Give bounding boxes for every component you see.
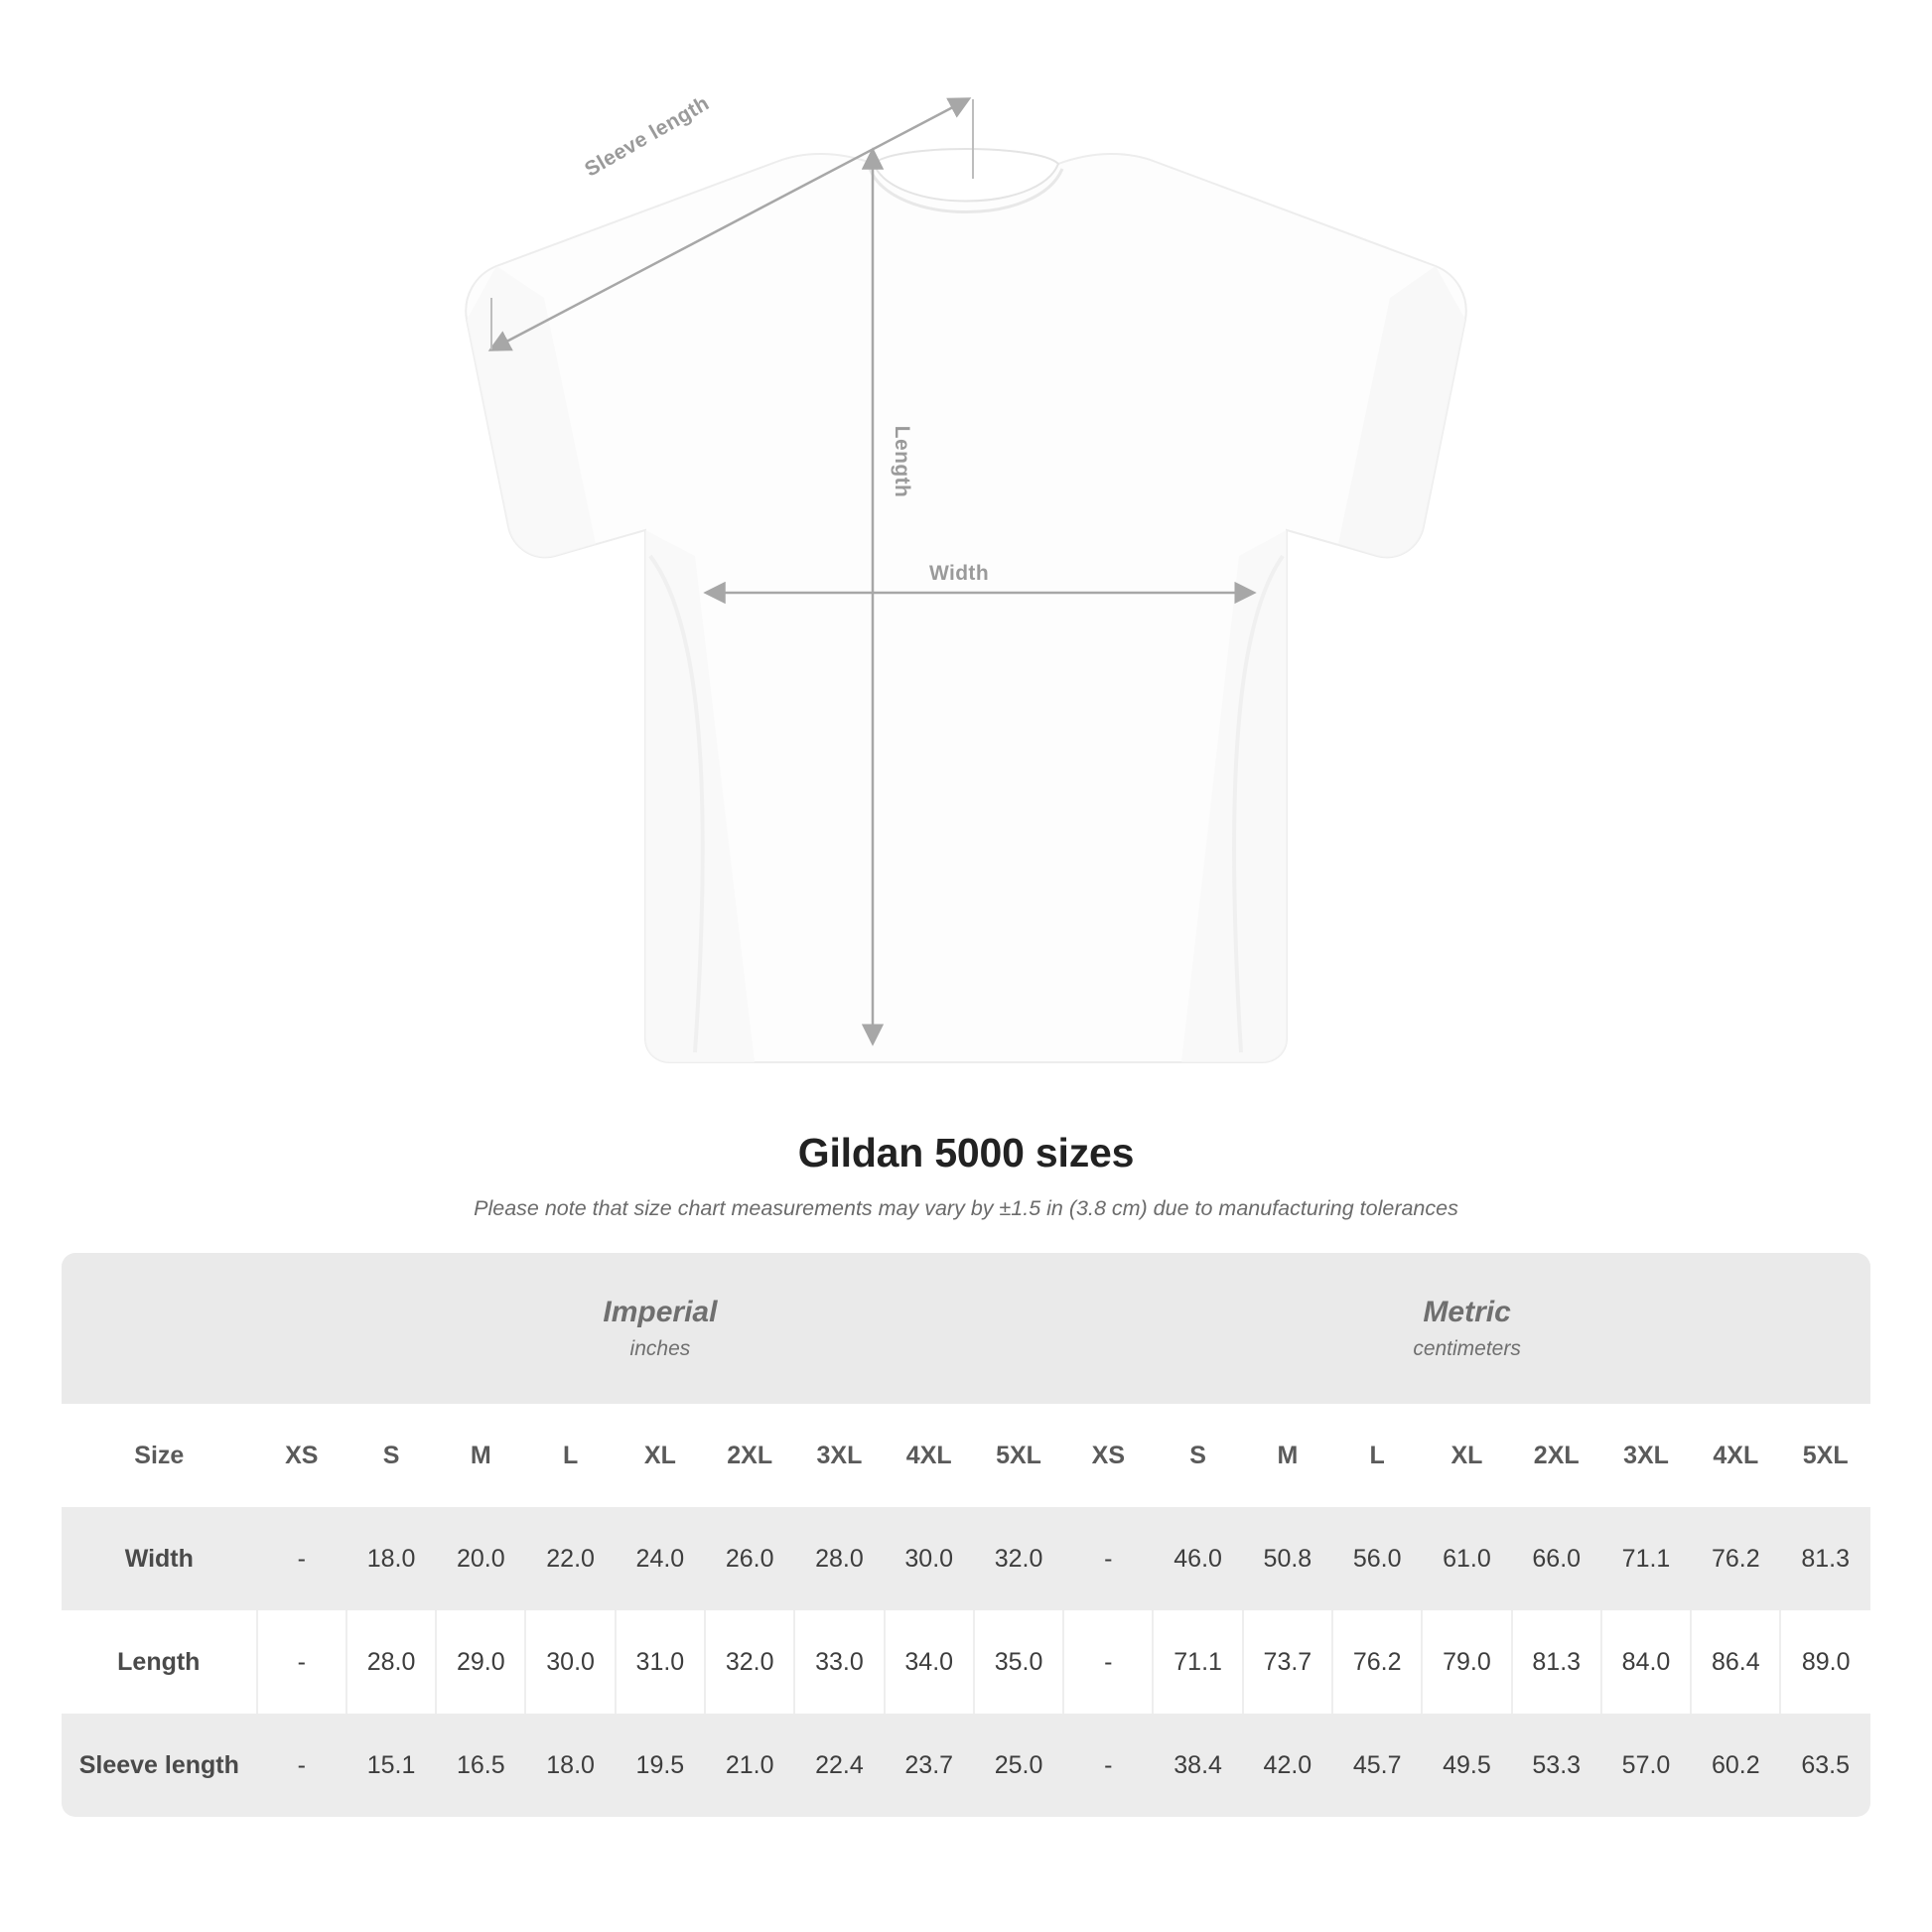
sleeve-val-8: 25.0 bbox=[974, 1714, 1063, 1817]
size-col-6: 3XL bbox=[794, 1404, 884, 1507]
width-val-4: 24.0 bbox=[616, 1507, 705, 1610]
unit-header-metric bbox=[1063, 1253, 1870, 1404]
length-val-15: 84.0 bbox=[1601, 1610, 1691, 1714]
sleeve-val-3: 18.0 bbox=[525, 1714, 615, 1817]
width-val-5: 26.0 bbox=[705, 1507, 794, 1610]
width-label: Width bbox=[928, 562, 990, 585]
table-row-length bbox=[62, 1610, 1870, 1714]
unit-imperial-name: Imperial bbox=[603, 1296, 718, 1328]
size-col-14: 2XL bbox=[1512, 1404, 1601, 1507]
title-block bbox=[0, 1130, 1932, 1221]
width-val-15: 71.1 bbox=[1601, 1507, 1691, 1610]
width-val-2: 20.0 bbox=[436, 1507, 525, 1610]
size-col-3: L bbox=[525, 1404, 615, 1507]
sleeve-val-15: 57.0 bbox=[1601, 1714, 1691, 1817]
width-val-0: - bbox=[257, 1507, 346, 1610]
size-col-15: 3XL bbox=[1601, 1404, 1691, 1507]
width-val-6: 28.0 bbox=[794, 1507, 884, 1610]
width-val-14: 66.0 bbox=[1512, 1507, 1601, 1610]
size-col-11: M bbox=[1243, 1404, 1332, 1507]
width-val-7: 30.0 bbox=[885, 1507, 974, 1610]
sleeve-val-12: 45.7 bbox=[1332, 1714, 1422, 1817]
size-col-1: S bbox=[346, 1404, 436, 1507]
length-val-4: 31.0 bbox=[616, 1610, 705, 1714]
sleeve-val-13: 49.5 bbox=[1422, 1714, 1511, 1817]
sleeve-val-17: 63.5 bbox=[1780, 1714, 1870, 1817]
width-val-10: 46.0 bbox=[1153, 1507, 1242, 1610]
page-title: Gildan 5000 sizes bbox=[797, 1130, 1135, 1175]
width-val-9: - bbox=[1063, 1507, 1153, 1610]
width-val-12: 56.0 bbox=[1332, 1507, 1422, 1610]
table-row-sleeve-length bbox=[62, 1714, 1870, 1817]
sleeve-val-10: 38.4 bbox=[1153, 1714, 1242, 1817]
sleeve-val-16: 60.2 bbox=[1691, 1714, 1780, 1817]
tshirt-shape bbox=[466, 149, 1466, 1062]
length-val-6: 33.0 bbox=[794, 1610, 884, 1714]
length-val-1: 28.0 bbox=[346, 1610, 436, 1714]
sleeve-val-11: 42.0 bbox=[1243, 1714, 1332, 1817]
length-val-0: - bbox=[257, 1610, 346, 1714]
size-col-2: M bbox=[436, 1404, 525, 1507]
sleeve-length-label: Sleeve length bbox=[581, 91, 714, 182]
length-val-11: 73.7 bbox=[1243, 1610, 1332, 1714]
sleeve-val-4: 19.5 bbox=[616, 1714, 705, 1817]
sleeve-val-6: 22.4 bbox=[794, 1714, 884, 1817]
size-col-16: 4XL bbox=[1691, 1404, 1780, 1507]
size-col-10: S bbox=[1153, 1404, 1242, 1507]
size-row-label: Size bbox=[62, 1404, 257, 1507]
length-val-14: 81.3 bbox=[1512, 1610, 1601, 1714]
unit-header-imperial bbox=[257, 1253, 1064, 1404]
length-val-10: 71.1 bbox=[1153, 1610, 1242, 1714]
sleeve-val-5: 21.0 bbox=[705, 1714, 794, 1817]
size-col-17: 5XL bbox=[1780, 1404, 1870, 1507]
size-col-9: XS bbox=[1063, 1404, 1153, 1507]
length-val-3: 30.0 bbox=[525, 1610, 615, 1714]
length-val-2: 29.0 bbox=[436, 1610, 525, 1714]
sleeve-val-0: - bbox=[257, 1714, 346, 1817]
sleeve-val-2: 16.5 bbox=[436, 1714, 525, 1817]
size-header-row bbox=[62, 1404, 1870, 1507]
length-val-16: 86.4 bbox=[1691, 1610, 1780, 1714]
width-val-16: 76.2 bbox=[1691, 1507, 1780, 1610]
size-col-12: L bbox=[1332, 1404, 1422, 1507]
length-val-5: 32.0 bbox=[705, 1610, 794, 1714]
unit-header-spacer bbox=[62, 1253, 257, 1404]
length-val-8: 35.0 bbox=[974, 1610, 1063, 1714]
width-val-8: 32.0 bbox=[974, 1507, 1063, 1610]
tolerance-note: Please note that size chart measurements may vary by ±1.5 in (3.8 cm) due to manufacturing tolerances bbox=[474, 1196, 1458, 1220]
width-val-3: 22.0 bbox=[525, 1507, 615, 1610]
length-val-7: 34.0 bbox=[885, 1610, 974, 1714]
size-col-13: XL bbox=[1422, 1404, 1511, 1507]
row-label-width: Width bbox=[62, 1507, 257, 1610]
size-table bbox=[62, 1253, 1870, 1817]
sleeve-val-14: 53.3 bbox=[1512, 1714, 1601, 1817]
sleeve-val-7: 23.7 bbox=[885, 1714, 974, 1817]
width-val-13: 61.0 bbox=[1422, 1507, 1511, 1610]
length-val-13: 79.0 bbox=[1422, 1610, 1511, 1714]
row-label-sleeve-length: Sleeve length bbox=[62, 1714, 257, 1817]
unit-header-row bbox=[62, 1253, 1870, 1404]
size-table-wrapper bbox=[62, 1253, 1870, 1817]
unit-metric-name: Metric bbox=[1423, 1296, 1511, 1328]
width-val-1: 18.0 bbox=[346, 1507, 436, 1610]
width-val-17: 81.3 bbox=[1780, 1507, 1870, 1610]
length-val-12: 76.2 bbox=[1332, 1610, 1422, 1714]
size-col-4: XL bbox=[616, 1404, 705, 1507]
width-val-11: 50.8 bbox=[1243, 1507, 1332, 1610]
unit-metric-sub: centimeters bbox=[1413, 1337, 1521, 1360]
row-label-length: Length bbox=[62, 1610, 257, 1714]
size-col-0: XS bbox=[257, 1404, 346, 1507]
size-col-7: 4XL bbox=[885, 1404, 974, 1507]
length-val-9: - bbox=[1063, 1610, 1153, 1714]
length-label: Length bbox=[891, 425, 913, 498]
size-col-5: 2XL bbox=[705, 1404, 794, 1507]
sleeve-val-9: - bbox=[1063, 1714, 1153, 1817]
unit-imperial-sub: inches bbox=[629, 1337, 691, 1360]
table-row-width bbox=[62, 1507, 1870, 1610]
size-col-8: 5XL bbox=[974, 1404, 1063, 1507]
sleeve-val-1: 15.1 bbox=[346, 1714, 436, 1817]
length-val-17: 89.0 bbox=[1780, 1610, 1870, 1714]
